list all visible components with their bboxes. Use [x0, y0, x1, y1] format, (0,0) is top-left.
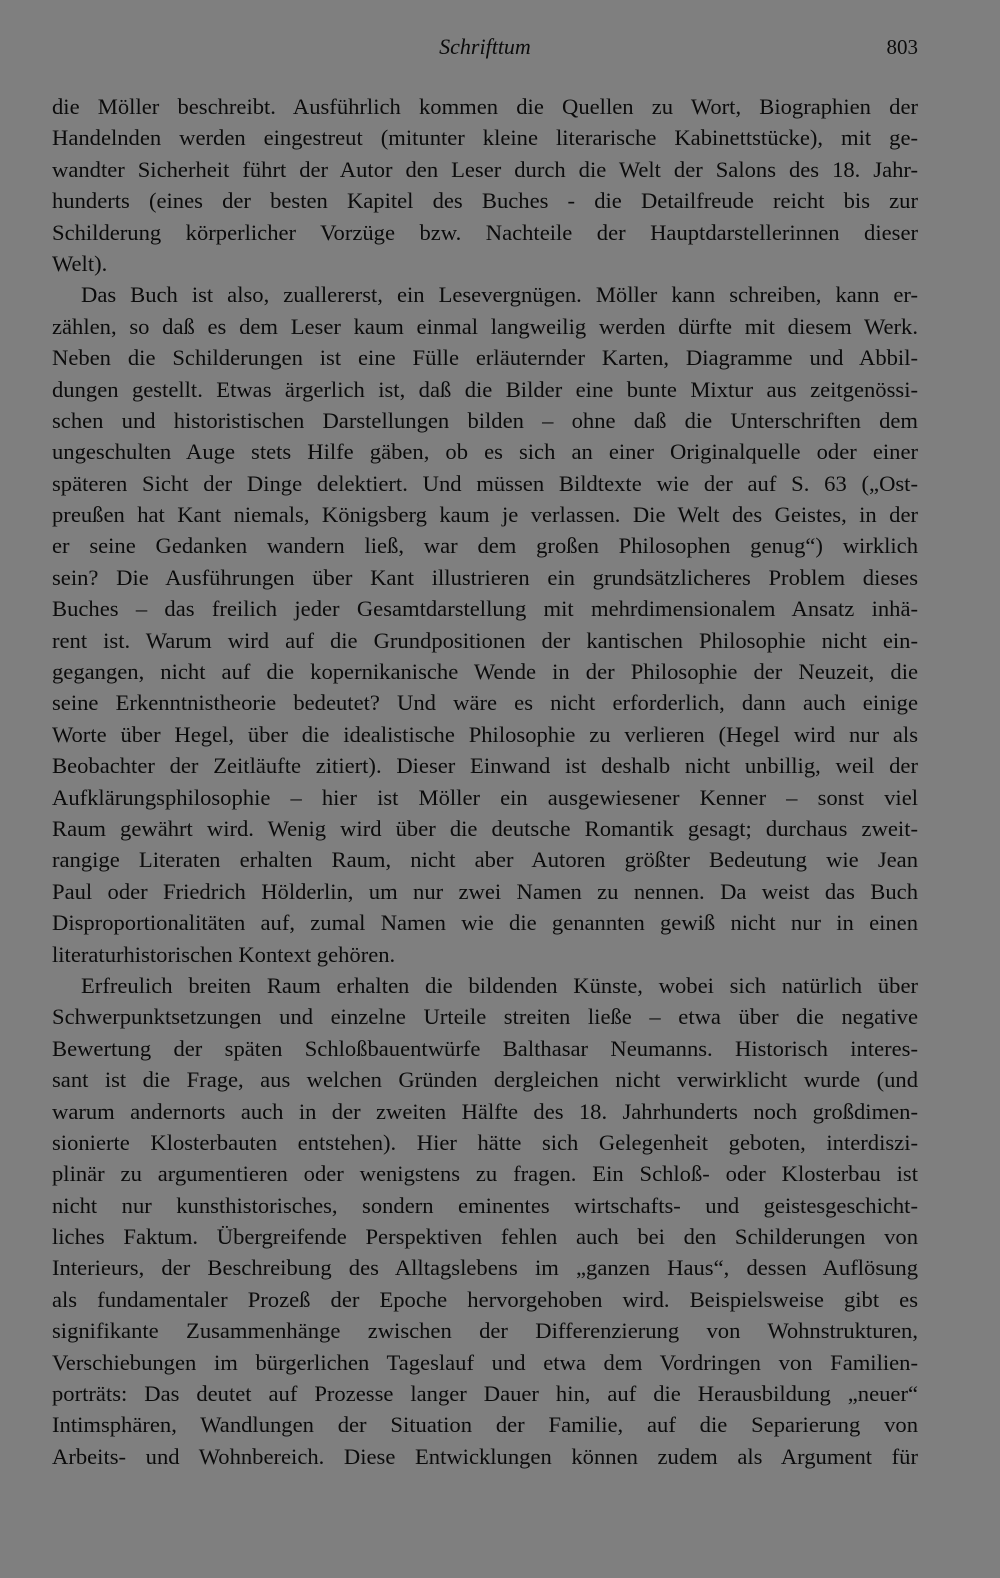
text-line: nicht nur kunsthistorisches, sondern eminentes wirtschafts- und geistesgeschicht- [52, 1192, 918, 1218]
text-line: Das Buch ist also, zuallererst, ein Lesevergnügen. Möller kann schreiben, kann er- [81, 282, 918, 308]
text-line: Aufklärungsphilosophie – hier ist Möller ein ausgewiesener Kenner – sonst viel [52, 784, 918, 810]
text-line: gegangen, nicht auf die kopernikanische Wende in der Philosophie der Neuzeit, die [52, 659, 918, 685]
text-line: Beobachter der Zeitläufte zitiert). Dieser Einwand ist deshalb nicht unbillig, weil der [52, 753, 918, 779]
text-line: Handelnden werden eingestreut (mitunter kleine literarische Kabinettstücke), mit ge- [52, 125, 918, 151]
text-line: signifikante Zusammenhänge zwischen der Differenzierung von Wohnstrukturen, [52, 1318, 918, 1344]
text-line: liches Faktum. Übergreifende Perspektiven fehlen auch bei den Schilderungen von [52, 1224, 918, 1250]
text-line: Bewertung der späten Schloßbauentwürfe Balthasar Neumanns. Historisch interes- [52, 1035, 918, 1061]
text-line: Raum gewährt wird. Wenig wird über die deutsche Romantik gesagt; durchaus zweit- [52, 815, 918, 841]
text-line: preußen hat Kant niemals, Königsberg kaum je verlassen. Die Welt des Geistes, in der [52, 502, 918, 528]
text-line: Arbeits- und Wohnbereich. Diese Entwicklungen können zudem als Argument für [52, 1443, 918, 1469]
text-line: literaturhistorischen Kontext gehören. [52, 941, 396, 967]
text-line: wandter Sicherheit führt der Autor den Leser durch die Welt der Salons des 18. Jahr- [52, 156, 918, 182]
text-line: Worte über Hegel, über die idealistische Philosophie zu verlieren (Hegel wird nur als [52, 721, 918, 747]
text-line: seine Erkenntnistheorie bedeutet? Und wäre es nicht erforderlich, dann auch einige [52, 690, 918, 716]
text-line: er seine Gedanken wandern ließ, war dem großen Philosophen genug“) wirklich [52, 533, 918, 559]
text-line: Paul oder Friedrich Hölderlin, um nur zwei Namen zu nennen. Da weist das Buch [52, 878, 918, 904]
text-line: plinär zu argumentieren oder wenigstens zu fragen. Ein Schloß- oder Klosterbau ist [52, 1161, 918, 1187]
body-text [52, 91, 918, 1472]
text-line: Erfreulich breiten Raum erhalten die bildenden Künste, wobei sich natürlich über [81, 972, 918, 998]
text-line: rent ist. Warum wird auf die Grundpositionen der kantischen Philosophie nicht ein- [52, 627, 918, 653]
text-line: hunderts (eines der besten Kapitel des Buches - die Detailfreude reicht bis zur [52, 188, 918, 214]
running-title: Schrifttum [439, 34, 531, 59]
text-line: die Möller beschreibt. Ausführlich kommen die Quellen zu Wort, Biographien der [52, 94, 918, 119]
text-line: dungen gestellt. Etwas ärgerlich ist, daß die Bilder eine bunte Mixtur aus zeitgenössi- [52, 376, 918, 402]
text-line: warum andernorts auch in der zweiten Hälfte des 18. Jahrhunderts noch großdimen- [52, 1098, 918, 1124]
text-line: Buches – das freilich jeder Gesamtdarstellung mit mehrdimensionalem Ansatz inhä- [52, 596, 918, 622]
page-number: 803 [886, 35, 918, 59]
text-line: porträts: Das deutet auf Prozesse langer Dauer hin, auf die Herausbildung „neuer“ [52, 1381, 918, 1407]
text-line: Interieurs, der Beschreibung des Alltagslebens im „ganzen Haus“, dessen Auflösung [52, 1255, 918, 1281]
text-line: sein? Die Ausführungen über Kant illustrieren ein grundsätzlicheres Problem dieses [52, 564, 918, 590]
text-line: Welt). [52, 250, 108, 276]
text-line: sant ist die Frage, aus welchen Gründen dergleichen nicht verwirklicht wurde (und [52, 1067, 918, 1093]
text-line: als fundamentaler Prozeß der Epoche hervorgehoben wird. Beispielsweise gibt es [52, 1286, 918, 1312]
text-line: rangige Literaten erhalten Raum, nicht aber Autoren größter Bedeutung wie Jean [52, 847, 918, 873]
text-line: ungeschulten Auge stets Hilfe gäben, ob es sich an einer Originalquelle oder einer [52, 439, 918, 465]
text-line: Schwerpunktsetzungen und einzelne Urteile streiten ließe – etwa über die negative [52, 1004, 918, 1030]
text-line: Schilderung körperlicher Vorzüge bzw. Nachteile der Hauptdarstellerinnen dieser [52, 219, 918, 245]
text-line: Verschiebungen im bürgerlichen Tageslauf und etwa dem Vordringen von Familien- [52, 1349, 918, 1375]
text-line: zählen, so daß es dem Leser kaum einmal langweilig werden dürfte mit diesem Werk. [52, 313, 918, 339]
text-line: Neben die Schilderungen ist eine Fülle erläuternder Karten, Diagramme und Abbil- [52, 345, 918, 371]
text-line: schen und historistischen Darstellungen bilden – ohne daß die Unterschriften dem [52, 407, 918, 433]
text-line: späteren Sicht der Dinge delektiert. Und müssen Bildtexte wie der auf S. 63 („Ost- [52, 470, 918, 496]
text-line: sionierte Klosterbauten entstehen). Hier hätte sich Gelegenheit geboten, interdiszi- [52, 1129, 918, 1155]
text-line: Disproportionalitäten auf, zumal Namen wie die genannten gewiß nicht nur in einen [52, 910, 918, 936]
running-head [52, 30, 918, 66]
text-line: Intimsphären, Wandlungen der Situation der Familie, auf die Separierung von [52, 1412, 918, 1438]
